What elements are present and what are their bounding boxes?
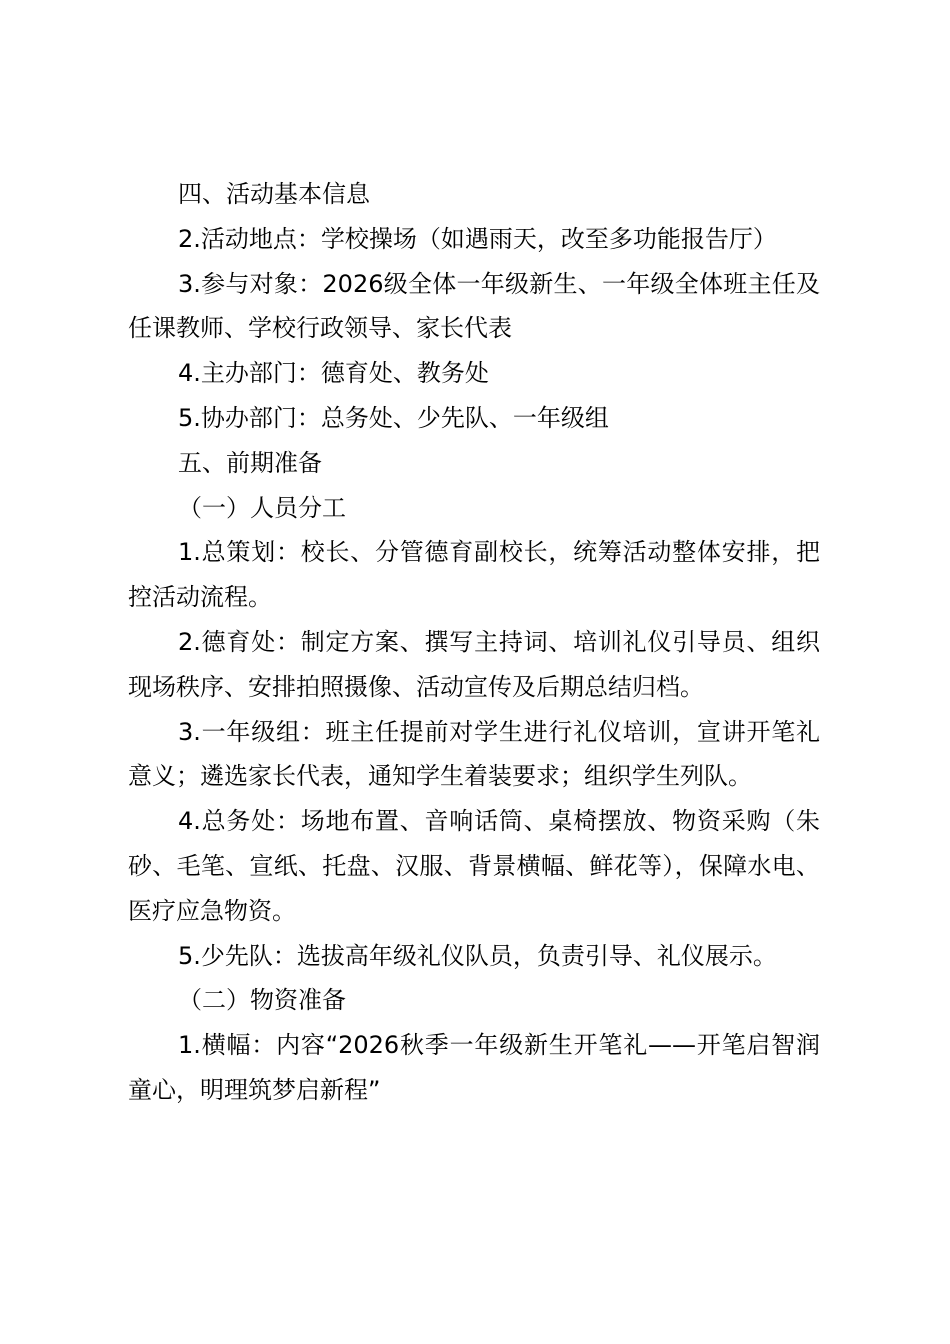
subsection-heading-staffing: （一）人员分工 — [178, 493, 346, 522]
paragraph-moral-education-office: 2.德育处：制定方案、撰写主持词、培训礼仪引导员、组织现场秩序、安排拍照摄像、活动宣传及后期总结归档。 — [128, 627, 820, 701]
paragraph-young-pioneers: 5.少先队：选拔高年级礼仪队员，负责引导、礼仪展示。 — [178, 941, 777, 970]
paragraph-grade-one-group: 3.一年级组：班主任提前对学生进行礼仪培训，宣讲开笔礼意义；遴选家长代表，通知学生着装要求；组织学生列队。 — [128, 717, 820, 791]
document-body — [128, 172, 820, 1113]
paragraph-participants: 3.参与对象：2026级全体一年级新生、一年级全体班主任及任课教师、学校行政领导、家长代表 — [128, 269, 820, 343]
section-heading-preparation: 五、前期准备 — [178, 448, 322, 477]
subsection-heading-materials: （二）物资准备 — [178, 986, 346, 1015]
paragraph-general-affairs: 4.总务处：场地布置、音响话筒、桌椅摆放、物资采购（朱砂、毛笔、宣纸、托盘、汉服、背景横幅、鲜花等），保障水电、医疗应急物资。 — [128, 807, 820, 925]
paragraph-chief-planner: 1.总策划：校长、分管德育副校长，统筹活动整体安排，把控活动流程。 — [128, 538, 820, 612]
section-heading-basic-info: 四、活动基本信息 — [178, 180, 370, 208]
paragraph-co-organizer: 5.协办部门：总务处、少先队、一年级组 — [178, 403, 609, 432]
paragraph-venue: 2.活动地点：学校操场（如遇雨天，改至多功能报告厅） — [178, 224, 777, 253]
paragraph-organizer: 4.主办部门：德育处、教务处 — [178, 359, 489, 388]
paragraph-banner: 1.横幅：内容“2026秋季一年级新生开笔礼——开笔启智润童心，明理筑梦启新程” — [128, 1031, 820, 1104]
